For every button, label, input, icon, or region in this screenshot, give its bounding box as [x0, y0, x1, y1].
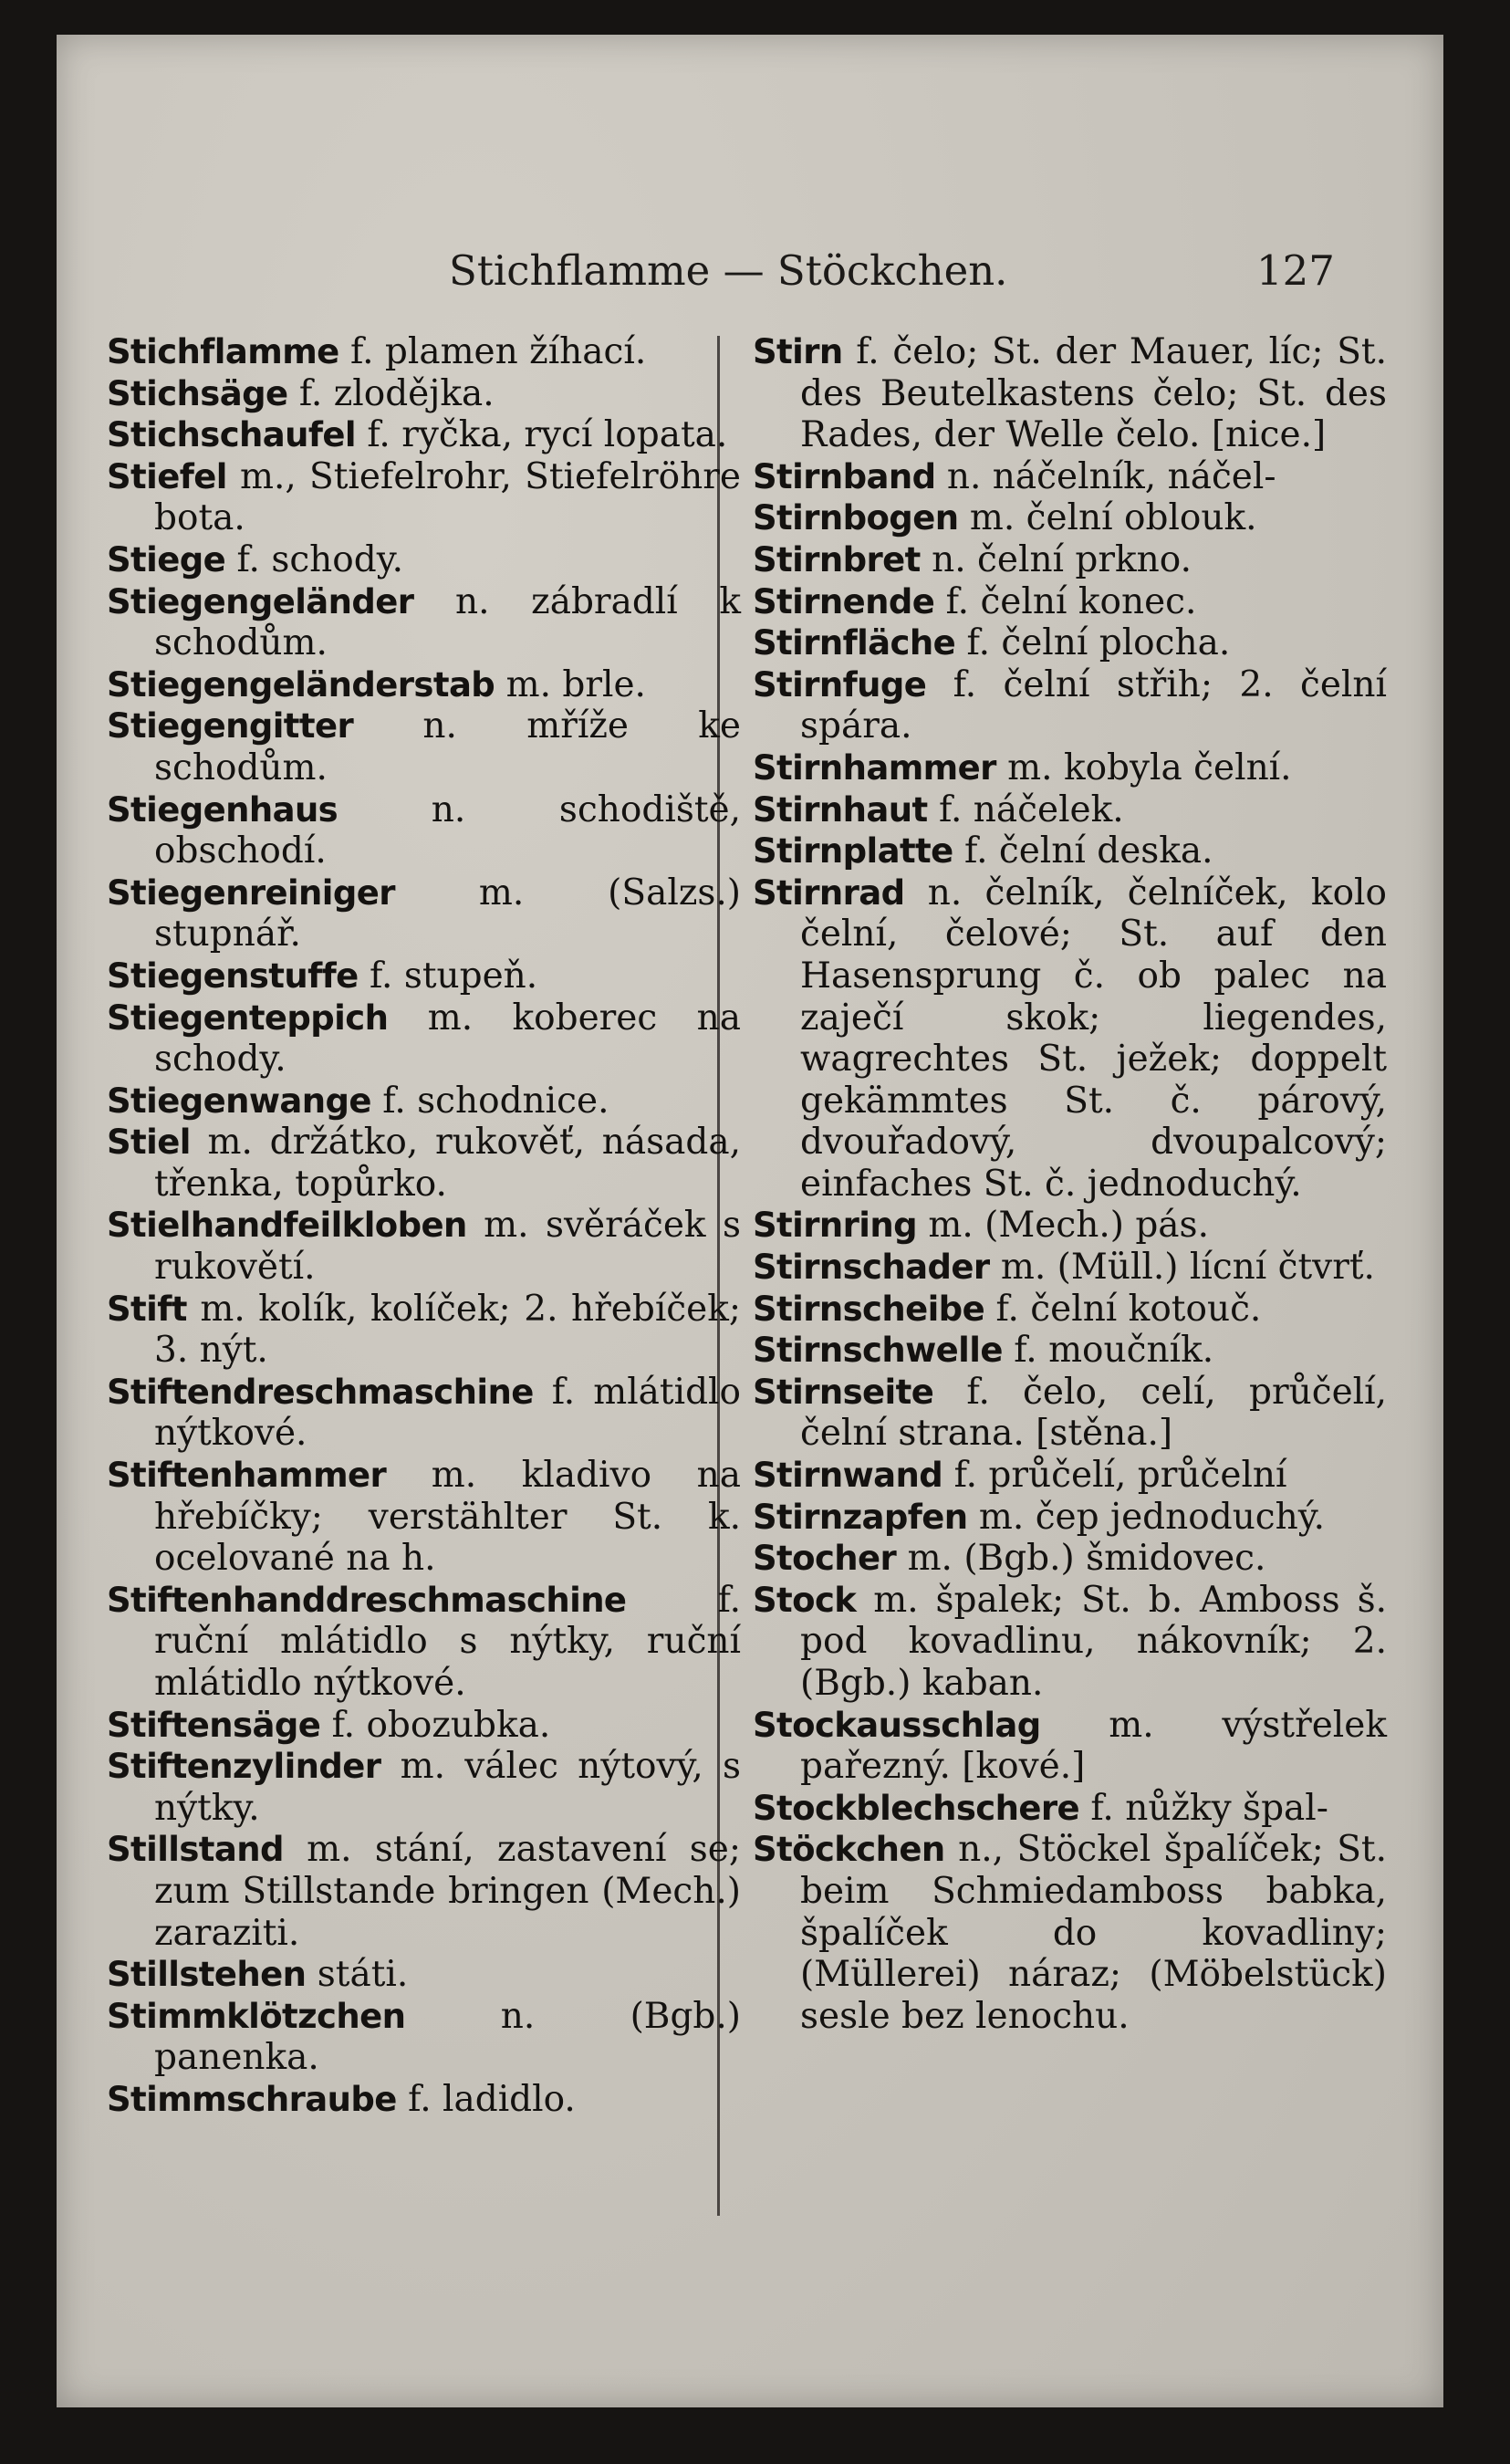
entry-headword: Stirnplatte — [753, 831, 953, 872]
dictionary-entry — [107, 1705, 741, 1747]
dictionary-entry — [753, 1538, 1387, 1580]
entry-headword: Stichsäge — [107, 373, 288, 413]
entry-definition: m. špalek; St. b. Amboss š. pod kovadlinu, nákovník; 2. (Bgb.) kaban. — [800, 1579, 1387, 1704]
dictionary-entry — [107, 789, 741, 872]
dictionary-entry — [107, 1746, 741, 1829]
entry-headword: Stiftenhanddreschmaschine — [107, 1580, 627, 1620]
right-column — [753, 331, 1387, 2037]
entry-definition: m. stání, zastavení se; zum Stillstande bringen (Mech.) zaraziti. — [154, 1829, 741, 1954]
entry-headword: Stiegengitter — [107, 706, 354, 747]
entry-definition: f. náčelek. — [927, 788, 1124, 830]
entry-definition: n. zábradlí k schodům. — [154, 580, 741, 664]
entry-definition: f. schody. — [225, 538, 403, 580]
dictionary-entry — [753, 1330, 1387, 1372]
dictionary-entry — [107, 373, 741, 415]
entry-definition: m. čep jednoduchý. — [967, 1496, 1326, 1538]
entry-definition: f. mlátidlo nýtkové. — [154, 1371, 741, 1455]
entry-headword: Stockausschlag — [753, 1705, 1041, 1745]
dictionary-entry — [107, 1372, 741, 1455]
dictionary-entry — [107, 1954, 741, 1996]
entry-definition: f. čelní plocha. — [955, 622, 1231, 664]
entry-definition: f. schodnice. — [370, 1080, 609, 1122]
entry-definition: f. čelo, celí, průčelí, čelní strana. [stěna.] — [800, 1371, 1387, 1455]
dictionary-entry — [107, 872, 741, 955]
entry-headword: Stiegengeländer — [107, 581, 414, 621]
entry-headword: Stirnrad — [753, 872, 905, 913]
entry-definition: f. moučník. — [1002, 1330, 1214, 1372]
entry-headword: Stillstehen — [107, 1955, 307, 1995]
entry-definition: n. mříže ke schodům. — [154, 705, 741, 788]
running-title: Stichflamme — Stöckchen. — [449, 246, 1008, 295]
dictionary-entry — [753, 1455, 1387, 1497]
entry-headword: Stocher — [753, 1539, 897, 1579]
entry-headword: Stielhandfeilkloben — [107, 1206, 467, 1246]
dictionary-entry — [753, 1705, 1387, 1788]
entry-definition: n. náčelník, náčel- — [935, 455, 1276, 497]
dictionary-entry — [753, 539, 1387, 581]
entry-definition: m. držátko, rukověť, násada, třenka, topůrko. — [154, 1122, 741, 1205]
entry-definition: f. ruční mlátidlo s nýtky, ruční mlátidlo nýtkové. — [154, 1579, 741, 1704]
dictionary-entry — [107, 2079, 741, 2121]
entry-definition: f. obozubka. — [320, 1704, 551, 1746]
entry-headword: Stiftensäge — [107, 1705, 321, 1745]
dictionary-entry — [753, 872, 1387, 1206]
entry-headword: Stirnschwelle — [753, 1331, 1003, 1371]
entry-headword: Stiftendreschmaschine — [107, 1372, 534, 1412]
entry-headword: Stirnende — [753, 581, 935, 621]
entry-headword: Stiegengeländerstab — [107, 664, 495, 705]
entry-headword: Stiftenhammer — [107, 1456, 387, 1496]
dictionary-entry — [107, 456, 741, 539]
dictionary-entry — [753, 1829, 1387, 2037]
entry-definition: m. výstřelek pařezný. [kové.] — [800, 1704, 1387, 1788]
entry-definition: m. (Salzs.) stupnář. — [154, 872, 741, 955]
entry-headword: Stirnschader — [753, 1248, 990, 1288]
entry-definition: m. čelní oblouk. — [958, 497, 1257, 539]
dictionary-entry — [107, 1205, 741, 1288]
entry-definition: f. ryčka, rycí lopata. — [355, 414, 728, 456]
dictionary-entry — [107, 705, 741, 788]
entry-headword: Stirnfuge — [753, 664, 927, 705]
entry-definition: f. čelní kotouč. — [984, 1288, 1262, 1330]
entry-headword: Stiftenzylinder — [107, 1747, 381, 1787]
dictionary-entry — [753, 664, 1387, 747]
entry-headword: Stichschaufel — [107, 415, 356, 455]
entry-definition: m. svěráček s rukovětí. — [154, 1205, 741, 1289]
dictionary-entry — [107, 331, 741, 373]
entry-headword: Stimmklötzchen — [107, 1996, 406, 2036]
entry-definition: f. čelní deska. — [953, 830, 1213, 872]
entry-headword: Stirnzapfen — [753, 1497, 968, 1537]
dictionary-entry — [753, 1247, 1387, 1289]
dictionary-entry — [753, 331, 1387, 456]
entry-definition: m. kolík, kolíček; 2. hřebíček; 3. nýt. — [154, 1288, 741, 1372]
entry-headword: Stiegenreiniger — [107, 872, 395, 913]
entry-headword: Stiegenwange — [107, 1081, 371, 1121]
entry-headword: Stirnbret — [753, 539, 921, 579]
entry-headword: Stiel — [107, 1122, 191, 1163]
entry-definition: n., Stöckel špalíček; St. beim Schmiedamboss babka, špalíček do kovadliny; (Müllerei) náraz; (Möbelstück) sesle bez lenochu. — [800, 1829, 1387, 2037]
dictionary-entry — [753, 497, 1387, 539]
dictionary-entry — [107, 414, 741, 456]
entry-headword: Stirnwand — [753, 1456, 943, 1496]
dictionary-entry — [753, 747, 1387, 789]
entry-definition: m. (Mech.) pás. — [916, 1205, 1209, 1247]
entry-headword: Stirnscheibe — [753, 1289, 985, 1329]
dictionary-entry — [107, 1081, 741, 1122]
entry-definition: n. (Bgb.) panenka. — [154, 1995, 741, 2079]
entry-definition: f. plamen žíhací. — [338, 331, 647, 372]
entry-definition: f. průčelí, průčelní — [942, 1455, 1287, 1497]
dictionary-entry — [107, 1829, 741, 1954]
entry-headword: Stirnbogen — [753, 498, 959, 538]
entry-definition: m. koberec na schody. — [154, 997, 741, 1081]
entry-definition: f. čelní střih; 2. čelní spára. — [800, 663, 1387, 747]
dictionary-page — [57, 35, 1443, 2407]
entry-headword: Stirnfläche — [753, 623, 956, 663]
dictionary-entry — [753, 456, 1387, 498]
entry-definition: n. čelník, čelníček, kolo čelní, čelové; St. auf den Hasensprung č. ob palec na zaječí skok; liegendes, wagrechtes St. ježek; doppelt gekämmtes St. č. párový, dvouřadový, dvoupalcový; einfaches St. č. jednoduchý. — [800, 872, 1387, 1205]
entry-headword: Stiege — [107, 539, 226, 579]
entry-definition: m. (Müll.) lícní čtvrť. — [989, 1247, 1375, 1289]
dictionary-entry — [107, 1996, 741, 2079]
entry-definition: m. (Bgb.) šmidovec. — [896, 1538, 1266, 1580]
dictionary-entry — [753, 830, 1387, 872]
dictionary-entry — [107, 1122, 741, 1205]
entry-headword: Stiegenstuffe — [107, 955, 359, 996]
entry-headword: Stirnband — [753, 456, 936, 496]
entry-headword: Stiefel — [107, 456, 227, 496]
entry-definition: f. ladidlo. — [396, 2078, 576, 2120]
dictionary-entry — [107, 1455, 741, 1580]
dictionary-entry — [753, 581, 1387, 623]
entry-headword: Stiegenhaus — [107, 789, 338, 830]
dictionary-entry — [753, 1289, 1387, 1331]
entry-headword: Stift — [107, 1289, 187, 1329]
entry-definition: f. čelo; St. der Mauer, líc; St. des Beutelkastens čelo; St. des Rades, der Welle čelo. [nice.] — [800, 331, 1387, 456]
entry-definition: m. válec nýtový, s nýtky. — [154, 1746, 741, 1829]
entry-headword: Stirn — [753, 332, 843, 371]
dictionary-entry — [753, 1788, 1387, 1830]
entry-definition: státi. — [306, 1954, 409, 1996]
dictionary-entry — [107, 1289, 741, 1372]
entry-headword: Stichflamme — [107, 332, 339, 371]
dictionary-entry — [107, 955, 741, 997]
entry-definition: f. nůžky špal- — [1078, 1787, 1328, 1829]
entry-headword: Stimmschraube — [107, 2079, 397, 2119]
entry-headword: Stock — [753, 1580, 857, 1620]
dictionary-entry — [753, 1372, 1387, 1455]
dictionary-entry — [107, 664, 741, 706]
entry-definition: f. zlodějka. — [287, 372, 495, 414]
dictionary-entry — [107, 1580, 741, 1705]
left-column — [107, 331, 741, 2121]
entry-headword: Stirnseite — [753, 1372, 934, 1412]
entry-definition: f. čelní konec. — [934, 580, 1197, 622]
entry-definition: n. schodiště, obschodí. — [154, 788, 741, 872]
entry-definition: n. čelní prkno. — [920, 538, 1192, 580]
entry-headword: Stillstand — [107, 1830, 284, 1870]
entry-headword: Stöckchen — [753, 1830, 945, 1870]
dictionary-entry — [107, 581, 741, 664]
dictionary-entry — [753, 1580, 1387, 1705]
entry-definition: m., Stiefelrohr, Stiefelröhre bota. — [154, 455, 741, 539]
dictionary-entry — [107, 539, 741, 581]
entry-headword: Stirnring — [753, 1206, 917, 1246]
page-header — [57, 246, 1443, 301]
page-number: 127 — [1256, 246, 1335, 295]
dictionary-entry — [753, 622, 1387, 664]
entry-headword: Stirnhaut — [753, 789, 928, 830]
entry-headword: Stirnhammer — [753, 747, 996, 788]
entry-headword: Stiegenteppich — [107, 997, 389, 1038]
dictionary-entry — [753, 1497, 1387, 1539]
dictionary-entry — [107, 997, 741, 1081]
entry-definition: m. brle. — [495, 663, 646, 705]
entry-definition: f. stupeň. — [358, 955, 538, 997]
dictionary-entry — [753, 1205, 1387, 1247]
entry-headword: Stockblechschere — [753, 1788, 1079, 1828]
dictionary-entry — [753, 789, 1387, 831]
entry-definition: m. kladivo na hřebíčky; verstählter St. k. ocelované na h. — [154, 1455, 741, 1580]
entry-definition: m. kobyla čelní. — [995, 747, 1292, 788]
